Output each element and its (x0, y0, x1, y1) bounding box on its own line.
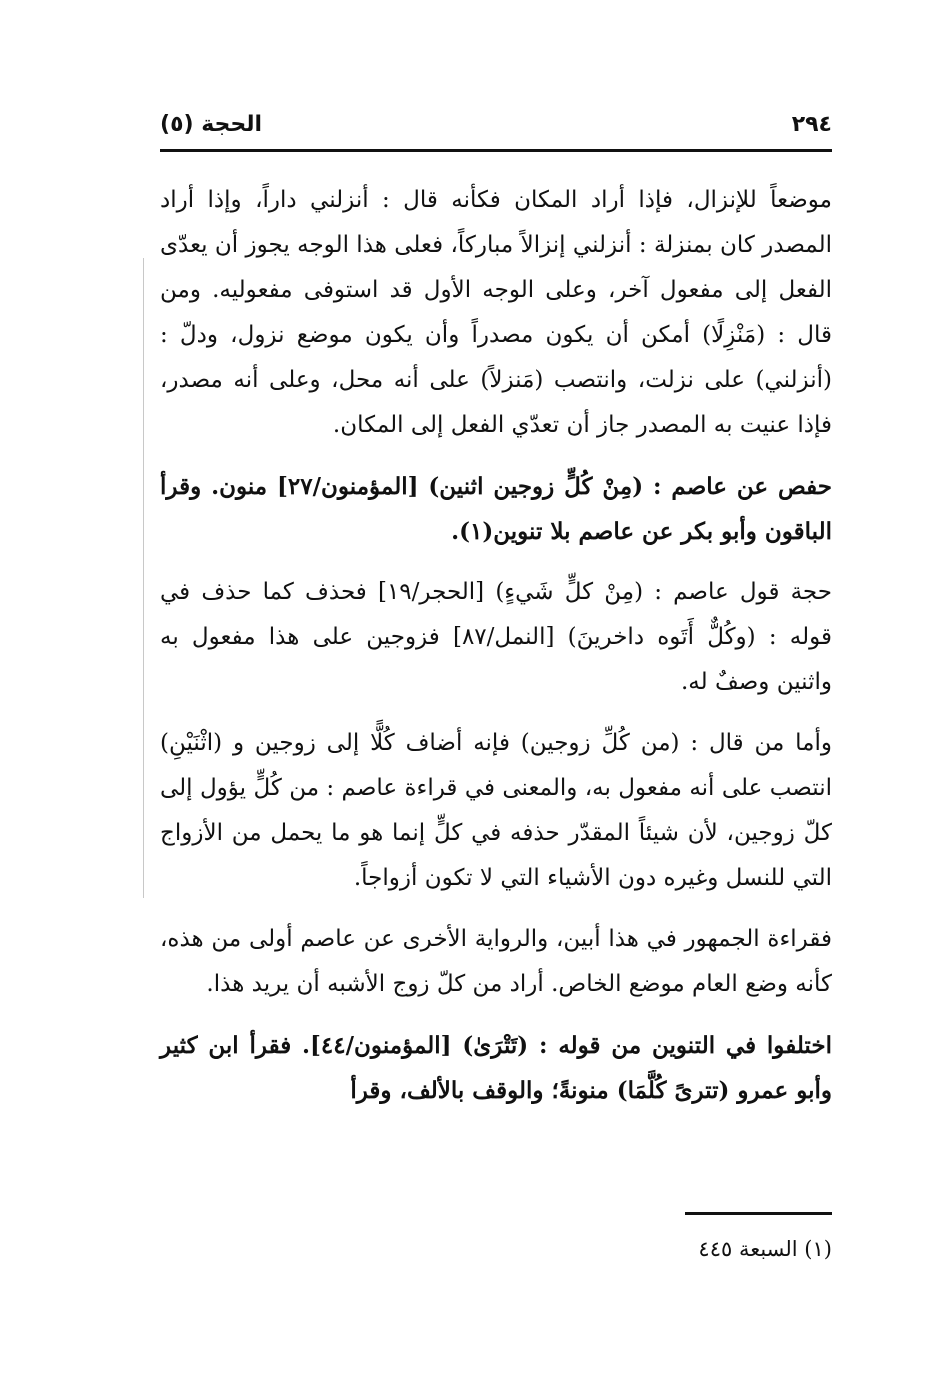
paragraph-2-reading: حفص عن عاصم : (مِنْ كُلٍّ زوجين اثنين) [المؤمنون/٢٧] منون. وقرأ الباقون وأبو بكر عن عاصم بلا تنوين(١). (160, 473, 833, 545)
paragraph-4: وأما من قال : (من كُلِّ زوجين) فإنه أضاف كُلًّا إلى زوجين و (اثْنَيْنِ) انتصب على أنه مفعول به، والمعنى في قراءة عاصم : من كُلٍّ يؤول إلى كلّ زوجين، لأن شيئاً المقدّر حذفه في كلٍّ إنما هو ما يحمل من الأزواج التي للنسل وغيره دون الأشياء التي لا تكون أزواجاً. (160, 730, 832, 891)
margin-line (143, 258, 144, 898)
paragraph-1: موضعاً للإنزال، فإذا أراد المكان فكأنه قال : أنزلني داراً، وإذا أراد المصدر كان بمنزلة : أنزلني إنزالاً مباركاً، فعلى هذا الوجه يجوز أن يعدّى الفعل إلى مفعول آخر، وعلى الوجه الأول قد استوفى مفعوليه. ومن قال : (مَنْزِلًا) أمكن أن يكون مصدراً وأن يكون موضع نزول، ودلّ : (أنزلني) على نزلت، وانتصب (مَنزلاً) على أنه محل، وعلى أنه مصدر، فإذا عنيت به المصدر جاز أن تعدّي الفعل إلى المكان. (160, 187, 832, 438)
footnote: (١) السبعة ٤٤٥ (698, 1237, 832, 1261)
paragraph-6-reading: اختلفوا في التنوين من قوله : (تَتْرَىٰ) [المؤمنون/٤٤]. فقرأ ابن كثير وأبو عمرو (تترىً كُلَّمَا) منونةً؛ والوقف بالألف، وقرأ (160, 1032, 832, 1104)
page-header (160, 104, 832, 144)
paragraph-5: فقراءة الجمهور في هذا أبين، والرواية الأخرى عن عاصم أولى من هذه، كأنه وضع العام موضع الخاص. أراد من كلّ زوج الأشبه أن يريد هذا. (160, 926, 832, 997)
footnote-rule (685, 1212, 832, 1215)
running-title: الحجة (٥) (160, 111, 263, 137)
header-rule (160, 149, 832, 152)
page-number: ٢٩٤ (791, 111, 832, 137)
paragraph-3: حجة قول عاصم : (مِنْ كلٍّ شَيءٍ) [الحجر/١٩] فحذف كما حذف في قوله : (وكُلٌّ أَتَوه داخرينَ) [النمل/٨٧] فزوجين على هذا مفعول به واثنين وصفٌ له. (160, 579, 833, 695)
main-text (160, 178, 832, 1129)
